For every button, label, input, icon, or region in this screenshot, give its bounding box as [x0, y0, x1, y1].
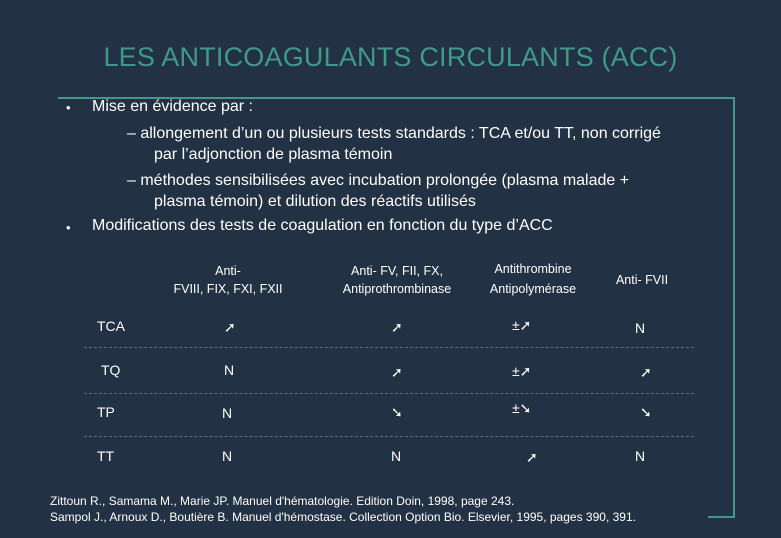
table-cell: ➚: [526, 449, 538, 465]
table-cell: ➚: [224, 319, 236, 335]
table-cell: ➘: [391, 404, 403, 420]
frame-line-bottom: [708, 516, 735, 518]
bullet-1-sub-2-line-2: plasma témoin) et dilution des réactifs utilisés: [154, 193, 476, 210]
table-cell: ➘: [640, 404, 652, 420]
table-grid-line: [84, 393, 694, 394]
table-grid-line: [84, 436, 694, 437]
table-grid-line: [84, 347, 694, 348]
table-row-label-tt: TT: [97, 448, 115, 464]
table-cell: ±➚: [512, 363, 532, 379]
header-line: Antipolymérase: [489, 282, 577, 296]
table-row-label-tca: TCA: [97, 318, 125, 334]
citation-1: Zittoun R., Samama M., Marie JP. Manuel d'hématologie. Edition Doin, 1998, page 243.: [50, 494, 515, 508]
table-row-label-tq: TQ: [101, 362, 121, 378]
frame-line-right: [733, 97, 735, 517]
header-line: Anti-: [215, 264, 241, 278]
table-cell: N: [635, 448, 646, 464]
table-cell: N: [391, 448, 402, 464]
table-cell: ±➘: [512, 400, 532, 416]
table-cell: N: [224, 362, 235, 378]
bullet-1-text: Mise en évidence par :: [92, 98, 253, 115]
bullet-marker: •: [66, 220, 71, 235]
table-header-anti-fv: [318, 262, 476, 298]
table-cell: N: [635, 320, 646, 336]
header-line: Antithrombine: [494, 262, 572, 276]
table-cell: N: [222, 405, 233, 421]
table-header-anti-fvii: Anti- FVII: [615, 273, 669, 287]
header-line: Anti- FV, FII, FX,: [351, 264, 443, 278]
table-cell: ±➚: [512, 317, 532, 333]
table-cell: ➚: [640, 364, 652, 380]
header-line: FVIII, FIX, FXI, FXII: [173, 282, 283, 296]
bullet-1-sub-2-line-1: – méthodes sensibilisées avec incubation prolongée (plasma malade +: [127, 172, 630, 189]
header-line: Antiprothrombinase: [342, 282, 452, 296]
bullet-1-sub-1-line-1: – allongement d’un ou plusieurs tests standards : TCA et/ou TT, non corrigé: [127, 125, 661, 142]
bullet-2-text: Modifications des tests de coagulation en fonction du type d’ACC: [92, 217, 553, 234]
table-header-antithrombine: [468, 259, 598, 299]
table-header-anti-fviii: [148, 262, 308, 298]
table-cell: ➚: [391, 364, 403, 380]
bullet-1-sub-1-line-2: par l’adjonction de plasma témoin: [154, 146, 393, 163]
citation-2: Sampol J., Arnoux D., Boutière B. Manuel d'hémostase. Collection Option Bio. Elsevier, 1995, pages 390, 391.: [50, 510, 636, 524]
table-cell: ➚: [391, 319, 403, 335]
table-row-label-tp: TP: [97, 404, 115, 420]
page-title: LES ANTICOAGULANTS CIRCULANTS (ACC): [103, 42, 678, 72]
table-cell: N: [222, 448, 233, 464]
bullet-marker: •: [66, 100, 71, 115]
